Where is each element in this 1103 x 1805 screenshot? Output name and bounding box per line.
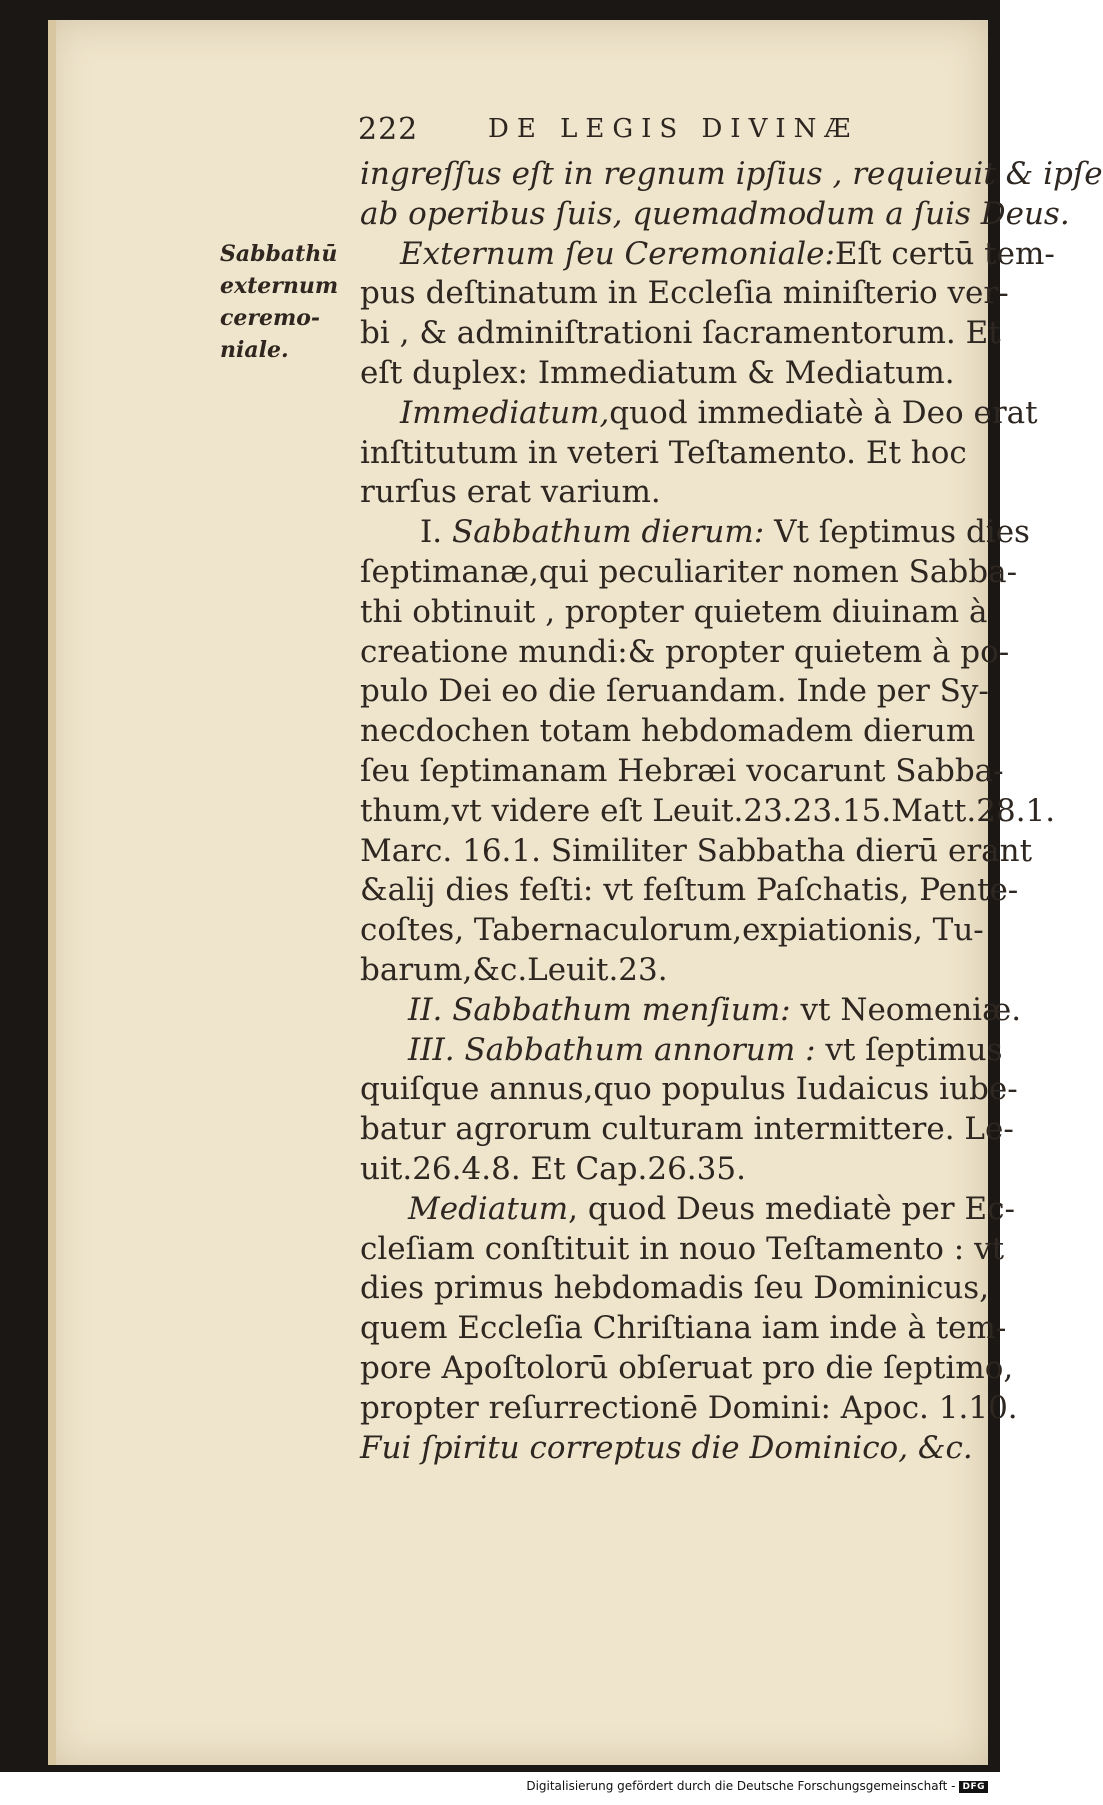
text-run: vt Neomeniæ. [790,991,1022,1028]
text-run: coſtes, Tabernaculorum,expiationis, Tu- [360,912,984,949]
text-run: batur agrorum culturam intermittere. Le- [360,1111,1014,1148]
text-line [360,1349,1014,1389]
text-run: thum,vt videre eſt Leuit.23.23.15.Matt.28.1. [360,792,1056,829]
text-line [360,473,990,513]
text-line [360,752,1004,792]
page-edge [48,20,56,1765]
text-line [360,672,990,712]
text-run: Vt ſeptimus dies [764,514,1030,551]
page-header [358,112,918,152]
text-line [360,553,1018,593]
main-text [360,155,1103,1468]
page-number: 222 [358,112,419,147]
text-run: I. [420,514,452,551]
running-title: DE LEGIS DIVINÆ [488,114,859,144]
text-run: , quod Deus mediatè per Ec- [568,1190,1015,1227]
text-line [360,1269,990,1309]
text-line [360,593,990,633]
text-run: cleſiam conſtituit in nouo Teſtamento : vt [360,1230,1005,1267]
text-line [360,1309,1007,1349]
text-line [360,792,1056,832]
text-line [360,235,1055,275]
text-run: Fui ſpiritu correptus die Dominico, &c. [360,1429,973,1466]
text-line [360,354,990,394]
text-line [360,1429,990,1469]
margin-note-line: niale. [220,337,289,363]
text-run: quiſque annus,quo populus Iudaicus iube- [360,1071,1018,1108]
digitization-credit [526,1779,988,1799]
text-line [360,1230,1005,1270]
text-line [360,1389,1018,1429]
text-run: dies primus hebdomadis ſeu Dominicus, [360,1270,990,1307]
text-run: Marc. 16.1. Similiter Sabbatha dierū erant [360,832,1033,869]
text-line [360,155,1103,195]
section-heading: Sabbathum dierum: [451,514,765,551]
text-line [360,832,1033,872]
text-line [360,951,990,991]
margin-note [220,238,350,366]
margin-note-line: Sabbathū [220,241,338,267]
text-run: ab operibus ſuis, quemadmodum a ſuis Deus. [360,195,1070,232]
text-run: creatione mundi:& propter quietem à po- [360,633,1010,670]
credit-text: Digitalisierung gefördert durch die Deutsche Forschungsgemeinschaft - [526,1779,956,1793]
text-line [360,911,990,951]
text-line [360,513,1030,553]
text-run: ſeu ſeptimanam Hebræi vocarunt Sabba- [360,752,1004,789]
section-heading: Immediatum, [400,394,610,431]
section-heading: Externum ſeu Ceremoniale: [400,235,835,272]
text-line [360,394,1038,434]
text-line [360,871,1019,911]
text-line [360,1110,1014,1150]
text-line [360,314,1001,354]
text-run: propter reſurrectionē Domini: Apoc. 1.10. [360,1389,1018,1426]
text-run: pus deſtinatum in Eccleſia miniſterio ver- [360,275,1009,312]
section-heading: III. Sabbathum annorum : [408,1031,816,1068]
text-run: &alij dies feſti: vt feſtum Paſchatis, Pente- [360,872,1019,909]
text-run: eſt duplex: Immediatum & Mediatum. [360,354,955,391]
text-run: ingreſſus eſt in regnum ipſius , requieuit & ipſe [360,156,1103,192]
text-line [360,991,1022,1031]
text-line [360,712,990,752]
section-heading: Mediatum [408,1190,569,1227]
text-line [360,434,990,474]
text-run: quem Eccleſia Chriſtiana iam inde à tem- [360,1310,1007,1347]
text-run: quod immediatè à Deo erat [609,394,1038,431]
margin-note-line: ceremo- [220,305,321,331]
text-run: rurſus erat varium. [360,474,661,511]
text-run: vt ſeptimus [815,1031,1003,1068]
text-run: uit.26.4.8. Et Cap.26.35. [360,1150,746,1187]
text-line [360,1070,1018,1110]
text-line [360,195,1070,235]
margin-note-line: externum [220,273,339,299]
text-run: pulo Dei eo die ſeruandam. Inde per Sy- [360,673,989,710]
text-run: thi obtinuit , propter quietem diuinam à [360,593,988,630]
section-heading: II. Sabbathum menſium: [408,991,791,1028]
text-run: Eſt certū tem- [834,235,1055,272]
text-run: necdochen totam hebdomadem dierum [360,713,976,750]
text-line [360,633,1010,673]
text-run: inſtitutum in veteri Teſtamento. Et hoc [360,434,967,471]
dfg-logo: DFG [959,1781,988,1793]
text-line [360,1150,990,1190]
text-run: bi , & adminiſtrationi ſacramentorum. Et [360,315,1001,352]
text-run: ſeptimanæ,qui peculiariter nomen Sabba- [360,553,1018,590]
text-run: pore Apoſtolorū obſeruat pro die ſeptimo, [360,1349,1014,1386]
text-line [360,274,1009,314]
text-line [360,1190,1015,1230]
text-run: barum,&c.Leuit.23. [360,951,668,988]
text-line [360,1031,1003,1071]
